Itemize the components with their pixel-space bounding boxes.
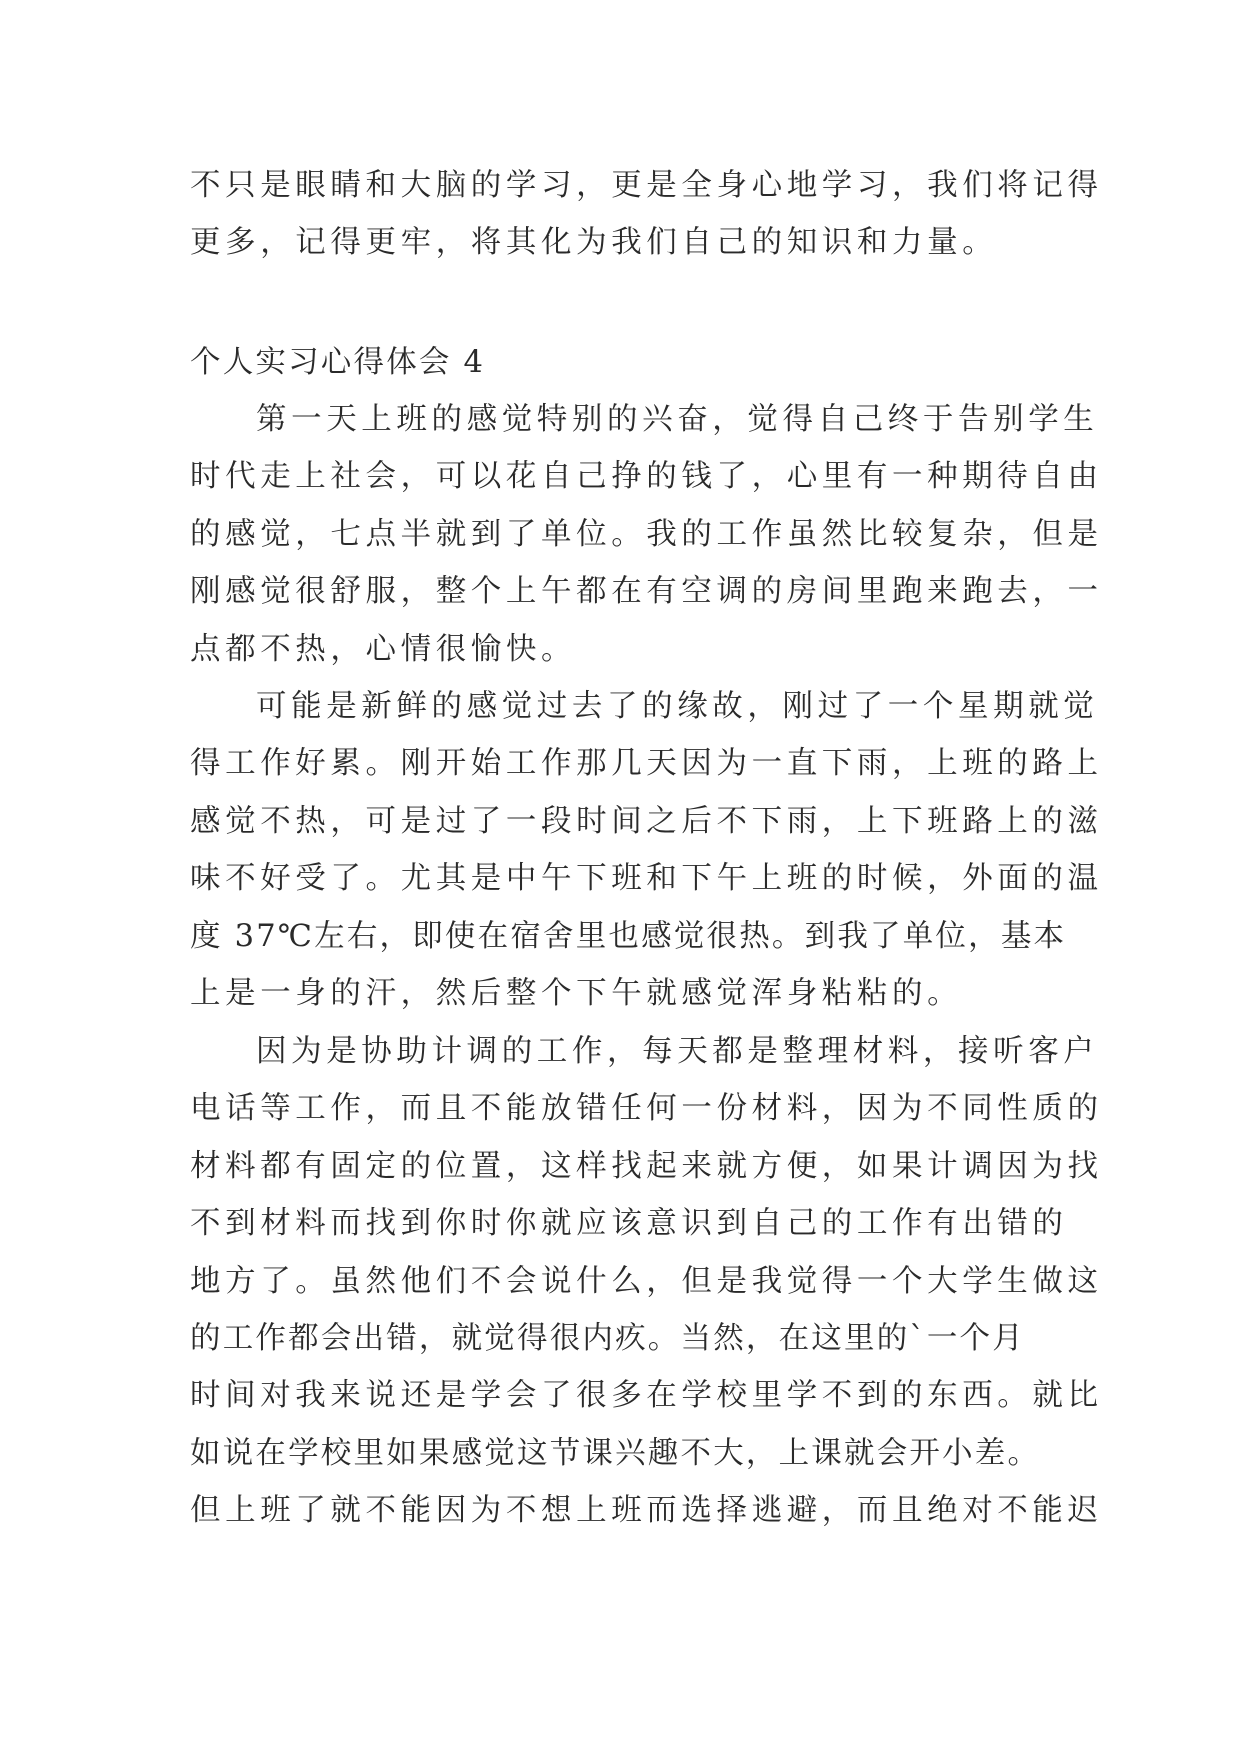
text-line: 上是一身的汗，然后整个下午就感觉浑身粘粘的。	[190, 975, 963, 1011]
text-line: 更多，记得更牢，将其化为我们自己的知识和力量。	[190, 225, 998, 261]
text-line: 如说在学校里如果感觉这节课兴趣不大，上课就会开小差。	[190, 1435, 1041, 1471]
text-line: 不到材料而找到你时你就应该意识到自己的工作有出错的	[190, 1206, 1068, 1242]
text-line: 材料都有固定的位置，这样找起来就方便，如果计调因为找	[190, 1148, 1103, 1184]
text-line: 第一天上班的感觉特别的兴奋，觉得自己终于告别学生	[256, 402, 1099, 437]
section-heading-text: 个人实习心得体会 4	[190, 345, 486, 380]
text-line: 电话等工作，而且不能放错任何一份材料，因为不同性质的	[190, 1091, 1103, 1127]
text-line: 因为是协助计调的工作，每天都是整理材料，接听客户	[256, 1034, 1099, 1069]
body-paragraph	[190, 1023, 1103, 1540]
text-line: 时间对我来说还是学会了很多在学校里学不到的东西。就比	[190, 1378, 1103, 1414]
section-heading	[190, 334, 1060, 391]
body-paragraph	[190, 678, 1103, 1022]
intro-paragraph	[190, 157, 1103, 272]
text-line: 的感觉，七点半就到了单位。我的工作虽然比较复杂，但是	[190, 516, 1103, 552]
text-line: 得工作好累。刚开始工作那几天因为一直下雨，上班的路上	[190, 746, 1103, 782]
text-line: 度 37℃左右，即使在宿舍里也感觉很热。到我了单位，基本	[190, 918, 1067, 954]
text-line: 的工作都会出错，就觉得很内疚。当然，在这里的`一个月	[190, 1320, 1025, 1356]
body-paragraph	[190, 391, 1103, 678]
text-line: 不只是眼睛和大脑的学习，更是全身心地学习，我们将记得	[190, 168, 1103, 203]
text-line: 刚感觉很舒服，整个上午都在有空调的房间里跑来跑去，一	[190, 574, 1103, 610]
text-line: 感觉不热，可是过了一段时间之后不下雨，上下班路上的滋	[190, 803, 1103, 839]
text-line: 点都不热，心情很愉快。	[190, 631, 577, 667]
text-line: 但上班了就不能因为不想上班而选择逃避，而且绝对不能迟	[190, 1493, 1103, 1529]
text-line: 可能是新鲜的感觉过去了的缘故，刚过了一个星期就觉	[256, 689, 1099, 724]
text-line: 味不好受了。尤其是中午下班和下午上班的时候，外面的温	[190, 861, 1103, 897]
text-line: 时代走上社会，可以花自己挣的钱了，心里有一种期待自由	[190, 459, 1103, 495]
text-line: 地方了。虽然他们不会说什么，但是我觉得一个大学生做这	[190, 1263, 1103, 1299]
